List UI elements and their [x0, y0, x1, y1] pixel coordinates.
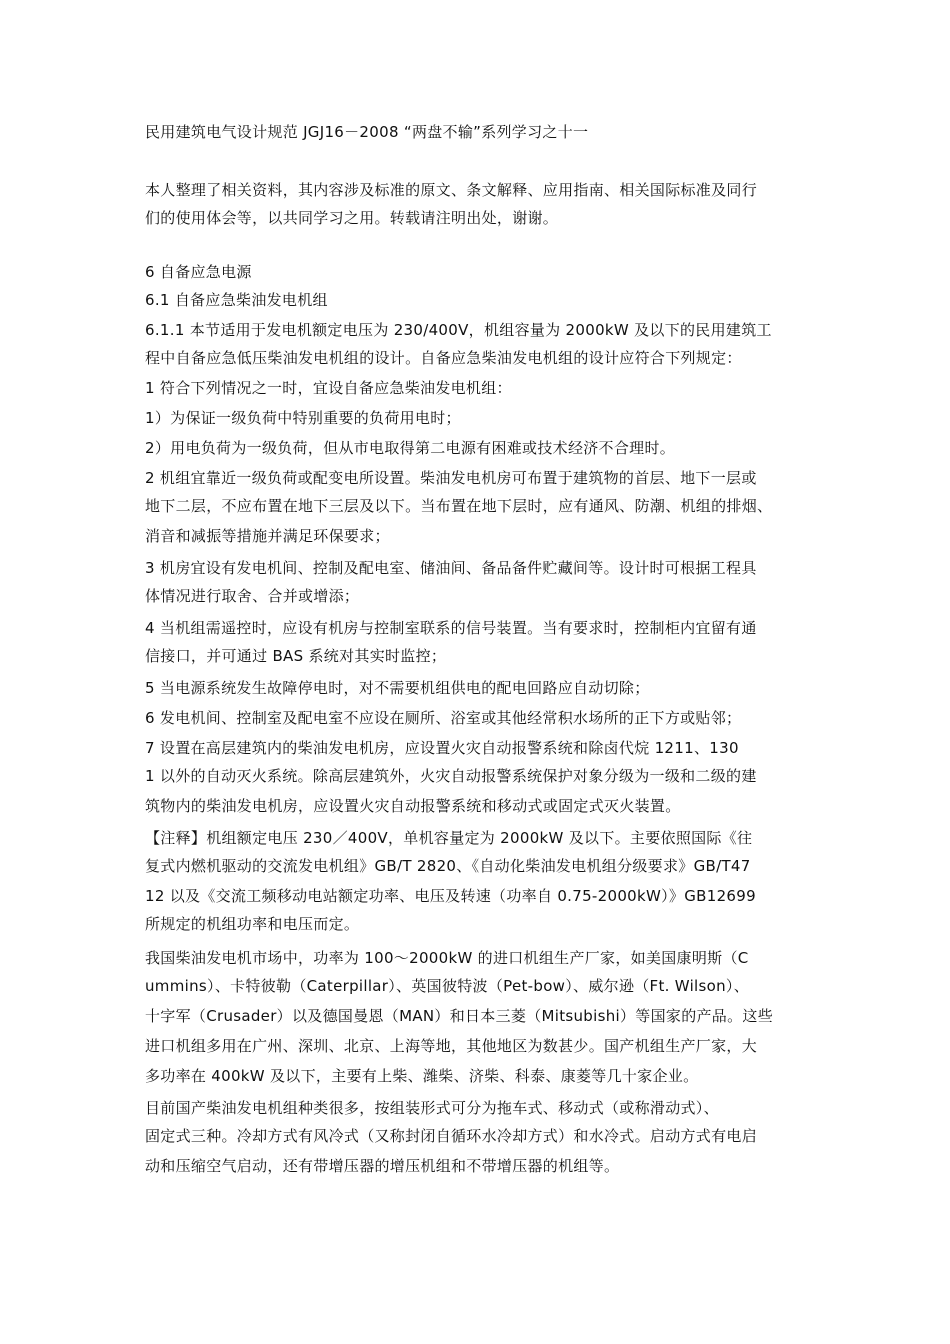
body-line: 程中自备应急低压柴油发电机组的设计。自备应急柴油发电机组的设计应符合下列规定：	[145, 349, 742, 367]
body-line: 【注释】机组额定电压 230／400V，单机容量定为 2000kW 及以下。主要依照国际《往	[145, 829, 753, 847]
body-line: 消音和减振等措施并满足环保要求；	[145, 527, 390, 545]
body-line: 固定式三种。冷却方式有风冷式（又称封闭自循环水冷却方式）和水冷式。启动方式有电启	[145, 1127, 758, 1145]
body-line: 1 符合下列情况之一时，宜设自备应急柴油发电机组：	[145, 379, 512, 397]
document-title: 民用建筑电气设计规范 JGJ16－2008 “两盘不输”系列学习之十一	[145, 123, 589, 141]
body-line: 3 机房宜设有发电机间、控制及配电室、储油间、备品备件贮藏间等。设计时可根据工程具	[145, 559, 757, 577]
body-line: 1）为保证一级负荷中特别重要的负荷用电时；	[145, 409, 461, 427]
body-line: 十字军（Crusader）以及德国曼恩（MAN）和日本三菱（Mitsubishi）等国家的产品。这些	[145, 1007, 773, 1025]
body-line: 复式内燃机驱动的交流发电机组》GB/T 2820、《自动化柴油发电机组分级要求》GB/T47	[145, 857, 751, 875]
body-line: 6 发电机间、控制室及配电室不应设在厕所、浴室或其他经常积水场所的正下方或贴邻；	[145, 709, 742, 727]
body-line: 12 以及《交流工频移动电站额定功率、电压及转速（功率自 0.75-2000kW）》GB12699	[145, 887, 756, 905]
body-line: 进口机组多用在广州、深圳、北京、上海等地，其他地区为数甚少。国产机组生产厂家，大	[145, 1037, 758, 1055]
intro-line: 本人整理了相关资料，其内容涉及标准的原文、条文解释、应用指南、相关国际标准及同行	[145, 181, 758, 199]
body-line: 动和压缩空气启动，还有带增压器的增压机组和不带增压器的机组等。	[145, 1157, 620, 1175]
intro-line: 们的使用体会等，以共同学习之用。转载请注明出处，谢谢。	[145, 209, 559, 227]
body-line: 1 以外的自动灭火系统。除高层建筑外，火灾自动报警系统保护对象分级为一级和二级的建	[145, 767, 757, 785]
body-line: 所规定的机组功率和电压而定。	[145, 915, 360, 933]
body-line: 6.1.1 本节适用于发电机额定电压为 230/400V，机组容量为 2000kW 及以下的民用建筑工	[145, 321, 772, 339]
body-line: 目前国产柴油发电机组种类很多，按组装形式可分为拖车式、移动式（或称滑动式）、	[145, 1099, 719, 1117]
body-line: 4 当机组需遥控时，应设有机房与控制室联系的信号装置。当有要求时，控制柜内宜留有通	[145, 619, 757, 637]
body-line: 体情况进行取舍、合并或增添；	[145, 587, 360, 605]
body-line: 地下二层，不应布置在地下三层及以下。当布置在地下层时，应有通风、防潮、机组的排烟、	[145, 497, 773, 515]
section-heading: 6 自备应急电源	[145, 263, 252, 281]
subsection-heading: 6.1 自备应急柴油发电机组	[145, 291, 328, 309]
body-line: 多功率在 400kW 及以下，主要有上柴、潍柴、济柴、科泰、康菱等几十家企业。	[145, 1067, 699, 1085]
body-line: 信接口，并可通过 BAS 系统对其实时监控；	[145, 647, 447, 665]
body-line: 2）用电负荷为一级负荷，但从市电取得第二电源有困难或技术经济不合理时。	[145, 439, 676, 457]
body-line: 2 机组宜靠近一级负荷或配变电所设置。柴油发电机房可布置于建筑物的首层、地下一层或	[145, 469, 757, 487]
body-line: 筑物内的柴油发电机房，应设置火灾自动报警系统和移动式或固定式灭火装置。	[145, 797, 681, 815]
body-line: 我国柴油发电机市场中，功率为 100～2000kW 的进口机组生产厂家，如美国康明斯（C	[145, 949, 749, 967]
body-line: 7 设置在高层建筑内的柴油发电机房，应设置火灾自动报警系统和除卤代烷 1211、130	[145, 739, 739, 757]
body-line: ummins）、卡特彼勒（Caterpillar）、英国彼特波（Pet-bow）、威尔逊（Ft. Wilson）、	[145, 977, 750, 995]
body-line: 5 当电源系统发生故障停电时，对不需要机组供电的配电回路应自动切除；	[145, 679, 650, 697]
